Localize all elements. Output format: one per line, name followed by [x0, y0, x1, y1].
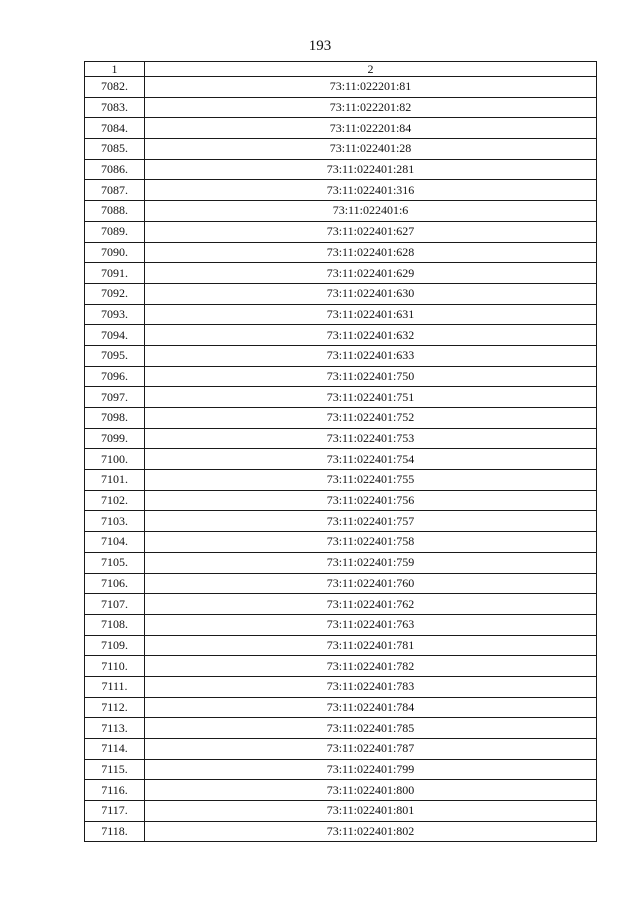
row-number-cell: 7085. [85, 139, 145, 160]
cadastral-number-cell: 73:11:022401:799 [145, 759, 597, 780]
row-number-cell: 7086. [85, 159, 145, 180]
row-number-cell: 7084. [85, 118, 145, 139]
row-number-cell: 7092. [85, 283, 145, 304]
row-number-cell: 7100. [85, 449, 145, 470]
cadastral-number-cell: 73:11:022401:801 [145, 801, 597, 822]
row-number-cell: 7094. [85, 325, 145, 346]
row-number-cell: 7098. [85, 408, 145, 429]
table-row [85, 97, 597, 118]
table-row [85, 283, 597, 304]
table-row [85, 759, 597, 780]
row-number-cell: 7088. [85, 201, 145, 222]
table-row [85, 345, 597, 366]
cadastral-number-cell: 73:11:022401:762 [145, 594, 597, 615]
table-row [85, 635, 597, 656]
row-number-cell: 7095. [85, 345, 145, 366]
cadastral-number-cell: 73:11:022401:632 [145, 325, 597, 346]
cadastral-number-cell: 73:11:022401:752 [145, 408, 597, 429]
table-row [85, 139, 597, 160]
cadastral-number-cell: 73:11:022401:782 [145, 656, 597, 677]
cadastral-number-cell: 73:11:022401:6 [145, 201, 597, 222]
row-number-cell: 7103. [85, 511, 145, 532]
cadastral-number-cell: 73:11:022401:759 [145, 552, 597, 573]
table-row [85, 780, 597, 801]
cadastral-number-cell: 73:11:022401:783 [145, 676, 597, 697]
row-number-cell: 7099. [85, 428, 145, 449]
table-row [85, 408, 597, 429]
table-row [85, 180, 597, 201]
column-header-2: 2 [145, 62, 597, 77]
row-number-cell: 7091. [85, 263, 145, 284]
cadastral-number-cell: 73:11:022401:316 [145, 180, 597, 201]
table-row [85, 387, 597, 408]
row-number-cell: 7083. [85, 97, 145, 118]
row-number-cell: 7115. [85, 759, 145, 780]
table-row [85, 490, 597, 511]
row-number-cell: 7107. [85, 594, 145, 615]
table-row [85, 221, 597, 242]
cadastral-number-cell: 73:11:022401:750 [145, 366, 597, 387]
cadastral-number-cell: 73:11:022401:754 [145, 449, 597, 470]
table-row [85, 242, 597, 263]
cadastral-number-cell: 73:11:022401:281 [145, 159, 597, 180]
row-number-cell: 7106. [85, 573, 145, 594]
cadastral-number-cell: 73:11:022401:787 [145, 739, 597, 760]
cadastral-number-cell: 73:11:022401:628 [145, 242, 597, 263]
row-number-cell: 7112. [85, 697, 145, 718]
row-number-cell: 7105. [85, 552, 145, 573]
row-number-cell: 7082. [85, 77, 145, 98]
cadastral-number-cell: 73:11:022401:760 [145, 573, 597, 594]
row-number-cell: 7110. [85, 656, 145, 677]
table-row [85, 159, 597, 180]
table-row [85, 614, 597, 635]
cadastral-number-cell: 73:11:022401:785 [145, 718, 597, 739]
table-row [85, 366, 597, 387]
cadastral-number-cell: 73:11:022401:763 [145, 614, 597, 635]
table-row [85, 821, 597, 842]
cadastral-number-cell: 73:11:022401:630 [145, 283, 597, 304]
cadastral-number-cell: 73:11:022201:82 [145, 97, 597, 118]
row-number-cell: 7101. [85, 470, 145, 491]
row-number-cell: 7113. [85, 718, 145, 739]
page-number: 193 [308, 38, 332, 54]
table-row [85, 77, 597, 98]
row-number-cell: 7089. [85, 221, 145, 242]
row-number-cell: 7093. [85, 304, 145, 325]
table-row [85, 573, 597, 594]
table-body [85, 62, 597, 842]
table-header-row [85, 62, 597, 77]
cadastral-number-cell: 73:11:022401:28 [145, 139, 597, 160]
table-row [85, 676, 597, 697]
row-number-cell: 7111. [85, 676, 145, 697]
row-number-cell: 7087. [85, 180, 145, 201]
cadastral-number-cell: 73:11:022401:751 [145, 387, 597, 408]
cadastral-number-cell: 73:11:022401:629 [145, 263, 597, 284]
cadastral-number-cell: 73:11:022401:800 [145, 780, 597, 801]
cadastral-number-cell: 73:11:022401:755 [145, 470, 597, 491]
table-row [85, 304, 597, 325]
cadastral-number-cell: 73:11:022201:84 [145, 118, 597, 139]
table-row [85, 263, 597, 284]
table-row [85, 739, 597, 760]
row-number-cell: 7117. [85, 801, 145, 822]
cadastral-number-cell: 73:11:022401:757 [145, 511, 597, 532]
table-row [85, 532, 597, 553]
table-row [85, 552, 597, 573]
table-row [85, 470, 597, 491]
cadastral-number-cell: 73:11:022401:802 [145, 821, 597, 842]
cadastral-number-table [84, 61, 597, 842]
cadastral-number-cell: 73:11:022401:753 [145, 428, 597, 449]
column-header-1: 1 [85, 62, 145, 77]
table-row [85, 718, 597, 739]
cadastral-number-cell: 73:11:022401:784 [145, 697, 597, 718]
row-number-cell: 7104. [85, 532, 145, 553]
cadastral-number-cell: 73:11:022401:758 [145, 532, 597, 553]
cadastral-number-cell: 73:11:022401:781 [145, 635, 597, 656]
table-row [85, 325, 597, 346]
table-row [85, 201, 597, 222]
row-number-cell: 7116. [85, 780, 145, 801]
row-number-cell: 7108. [85, 614, 145, 635]
table-row [85, 697, 597, 718]
table-row [85, 511, 597, 532]
row-number-cell: 7102. [85, 490, 145, 511]
cadastral-number-cell: 73:11:022401:633 [145, 345, 597, 366]
cadastral-number-cell: 73:11:022401:756 [145, 490, 597, 511]
row-number-cell: 7097. [85, 387, 145, 408]
row-number-cell: 7096. [85, 366, 145, 387]
table-row [85, 801, 597, 822]
row-number-cell: 7118. [85, 821, 145, 842]
row-number-cell: 7109. [85, 635, 145, 656]
cadastral-number-cell: 73:11:022201:81 [145, 77, 597, 98]
table-row [85, 428, 597, 449]
cadastral-number-cell: 73:11:022401:627 [145, 221, 597, 242]
row-number-cell: 7090. [85, 242, 145, 263]
table-row [85, 656, 597, 677]
table-row [85, 449, 597, 470]
cadastral-number-cell: 73:11:022401:631 [145, 304, 597, 325]
row-number-cell: 7114. [85, 739, 145, 760]
table-row [85, 594, 597, 615]
table-row [85, 118, 597, 139]
